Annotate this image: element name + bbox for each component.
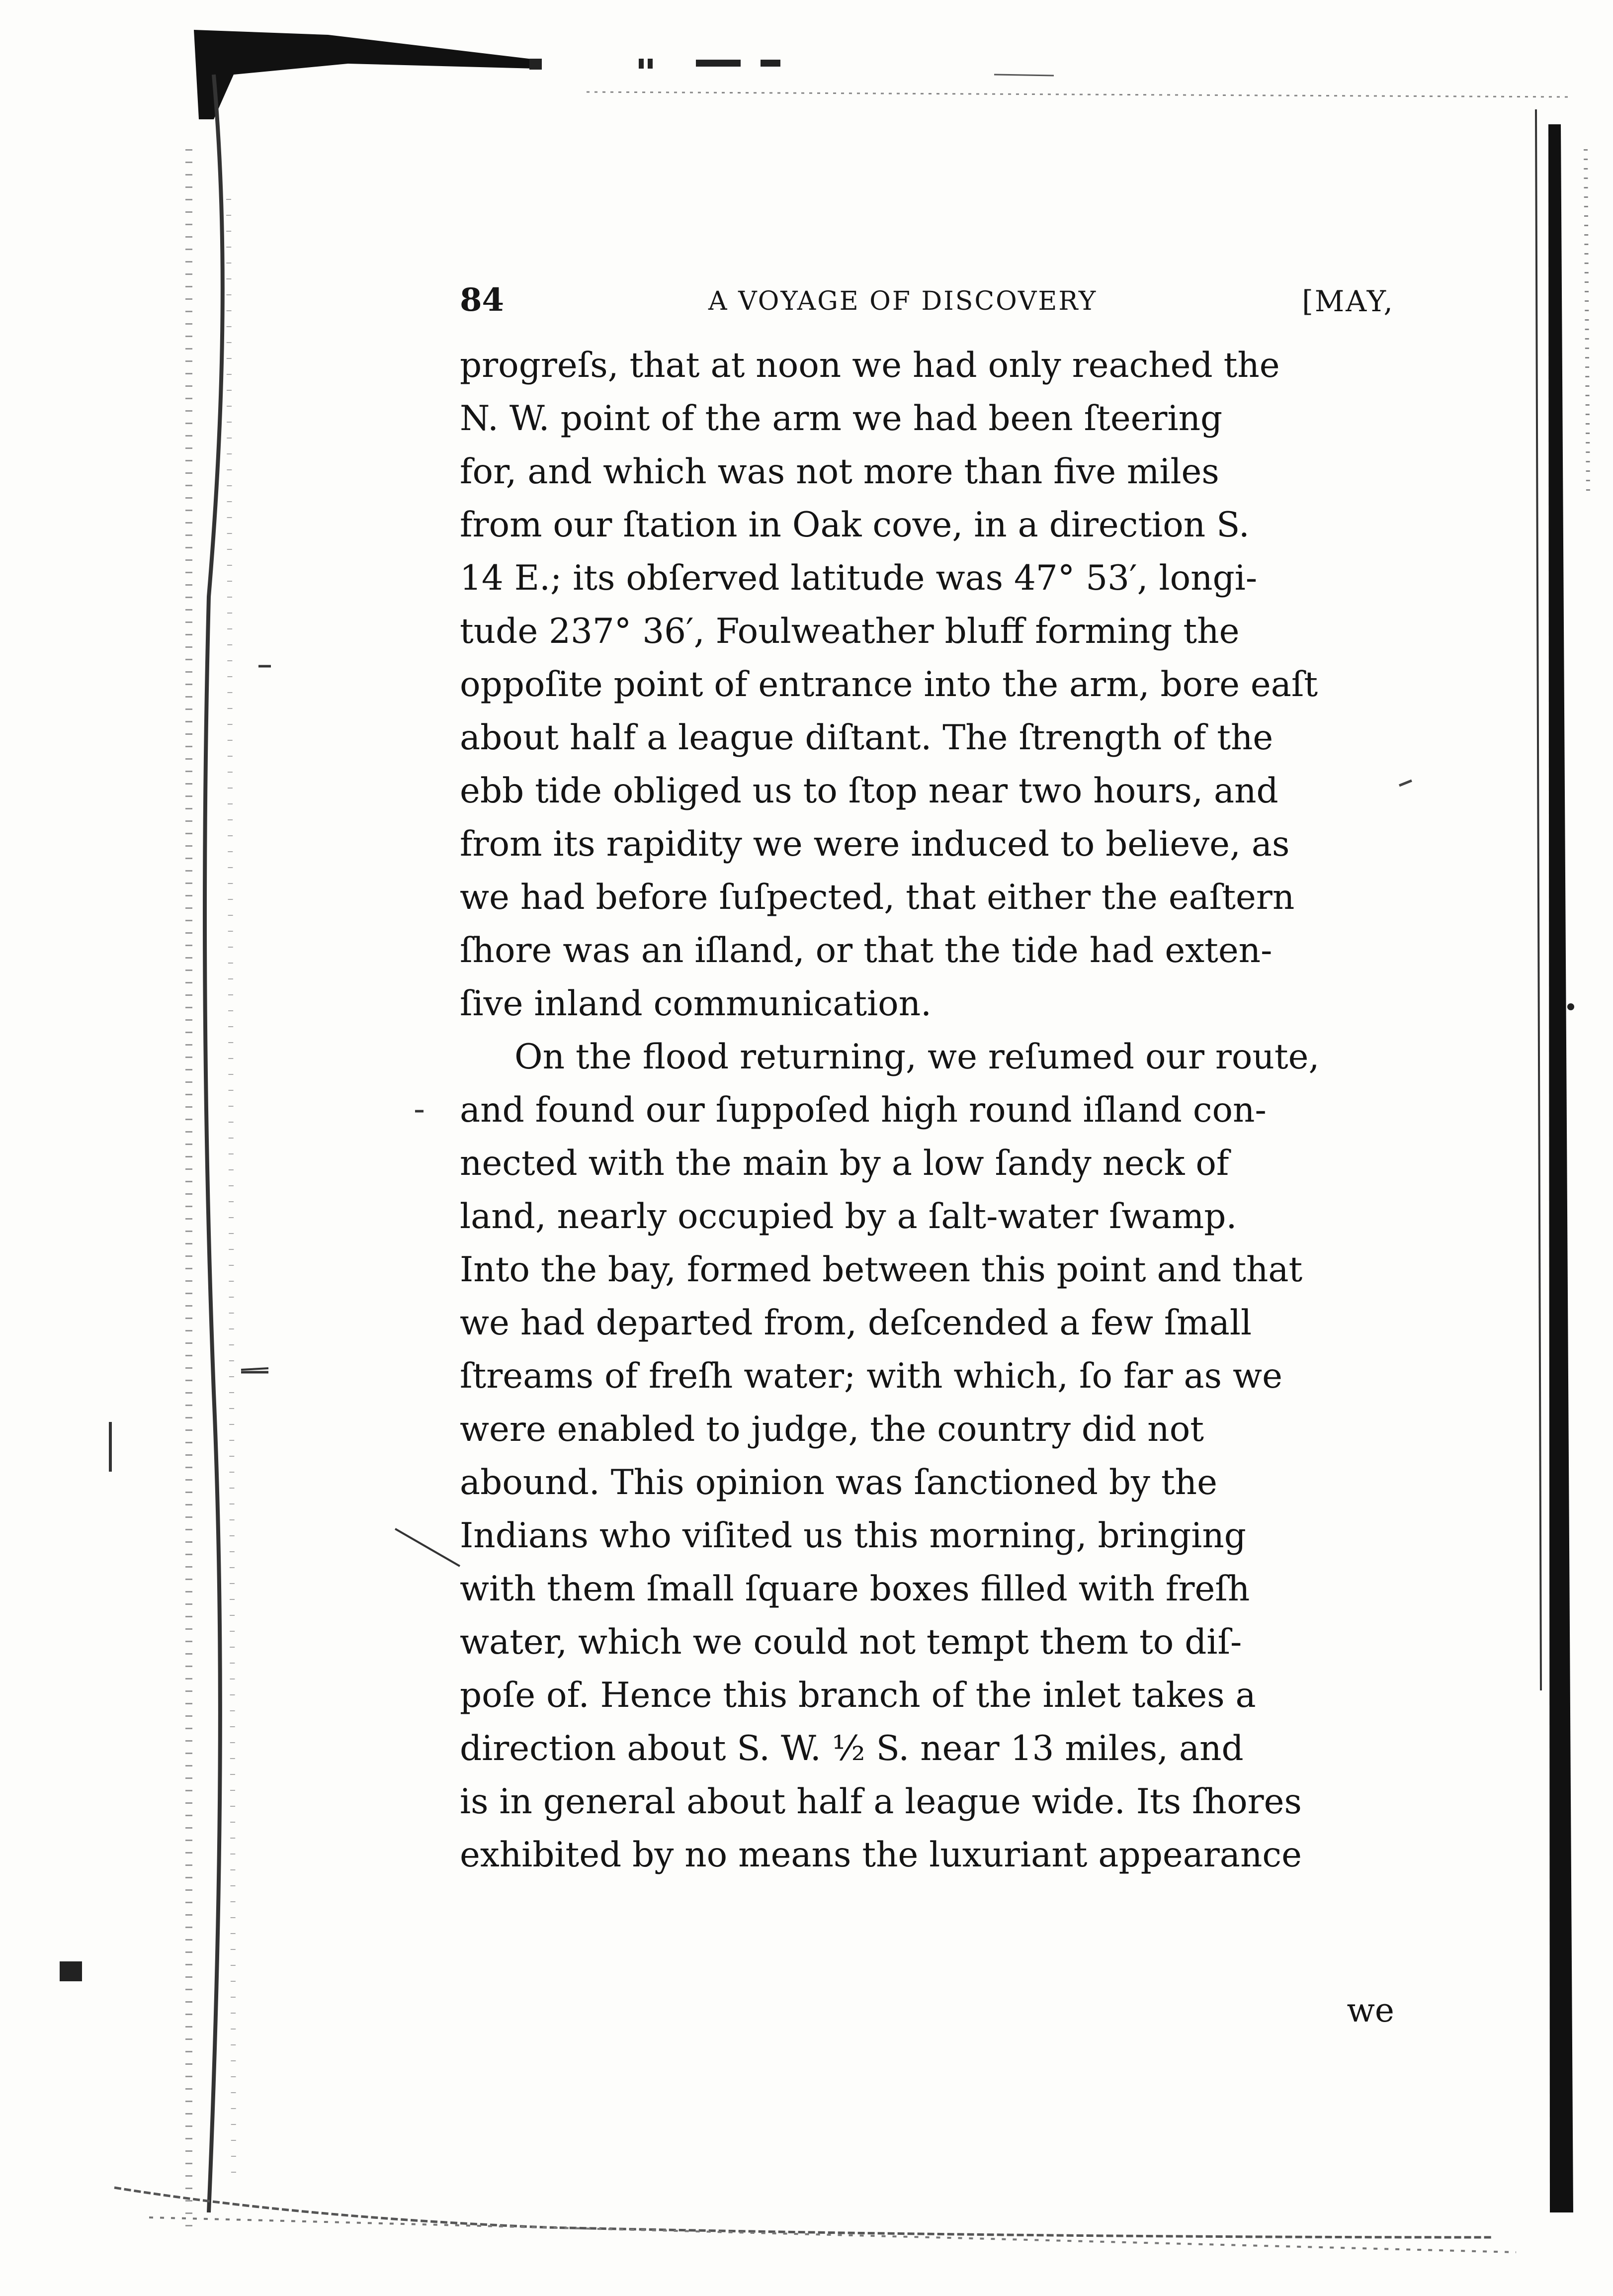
margin-mark-4	[241, 1368, 268, 1370]
top-binding-shadow	[194, 30, 537, 119]
text-line: were enabled to judge, the country did not	[460, 1410, 1204, 1449]
text-line: we had before ſuſpected, that either the eaſtern	[460, 878, 1295, 917]
text-line: Indians who viſited us this morning, bringing	[460, 1516, 1246, 1556]
text-line: ſtreams of freſh water; with which, ſo far as we	[460, 1356, 1282, 1396]
text-line: and found our ſuppoſed high round iſland con-	[460, 1090, 1267, 1130]
text-line: from our ſtation in Oak cove, in a direction S.	[460, 505, 1250, 545]
text-line: abound. This opinion was ſanctioned by the	[460, 1463, 1217, 1502]
bottom-binding-edge-2	[149, 2217, 1516, 2252]
text-line: about half a league diſtant. The ſtrength of the	[460, 718, 1273, 758]
top-edge-mark-5	[761, 60, 780, 67]
text-line: nected with the main by a low ſandy neck of	[460, 1144, 1229, 1183]
top-edge-mark-2	[639, 59, 644, 69]
margin-dot-1	[1567, 1003, 1574, 1010]
text-line: tude 237° 36′, Foulweather bluff forming the	[460, 612, 1240, 651]
left-binding-speckle-2	[229, 199, 234, 2188]
right-edge-strip	[1548, 124, 1573, 2212]
body-text	[460, 339, 1394, 1882]
running-date: [MAY,	[1302, 284, 1394, 318]
top-edge-mark-1	[529, 59, 542, 70]
text-line: N. W. point of the arm we had been ſteering	[460, 399, 1223, 439]
text-line: ebb tide obliged us to ſtop near two hours, and	[460, 771, 1278, 811]
catchword: we	[1347, 1991, 1394, 2030]
text-line: for, and which was not more than five miles	[460, 452, 1219, 492]
text-line: is in general about half a league wide. Its ſhores	[460, 1782, 1302, 1822]
running-title: A VOYAGE OF DISCOVERY	[708, 286, 1098, 316]
text-line: oppoſite point of entrance into the arm, bore eaſt	[460, 665, 1318, 705]
margin-mark-2	[395, 1529, 460, 1566]
text-line: progreſs, that at noon we had only reached the	[460, 346, 1280, 385]
right-edge-speckle	[1586, 149, 1588, 497]
bottom-binding-edge	[114, 2188, 1491, 2237]
text-line: land, nearly occupied by a ſalt-water ſwamp.	[460, 1197, 1237, 1236]
text-line: ſhore was an iſland, or that the tide had exten-	[460, 931, 1273, 971]
page-number: 84	[460, 281, 505, 319]
text-line: from its rapidity we were induced to believe, as	[460, 824, 1290, 864]
text-line: 14 E.; its obſerved latitude was 47° 53′, longi-	[460, 558, 1258, 598]
text-line: Into the bay, formed between this point and that	[460, 1250, 1303, 1290]
top-edge-mark-4	[696, 60, 741, 67]
text-line: ſive inland communication.	[460, 984, 932, 1024]
text-line: with them ſmall ſquare boxes filled with freſh	[460, 1569, 1250, 1609]
text-line: we had departed from, deſcended a few ſmall	[460, 1303, 1252, 1343]
top-right-tick	[994, 75, 1054, 76]
left-binding-edge	[205, 75, 223, 2212]
right-edge-thin	[1536, 109, 1541, 1690]
text-line: water, which we could not tempt them to diſ-	[460, 1622, 1242, 1662]
top-edge-line	[587, 92, 1571, 97]
text-line: exhibited by no means the luxuriant appearance	[460, 1835, 1302, 1875]
running-header	[460, 281, 1394, 326]
text-line: poſe of. Hence this branch of the inlet takes a	[460, 1676, 1256, 1715]
top-edge-mark-3	[648, 59, 653, 69]
text-line: direction about S. W. ½ S. near 13 miles, and	[460, 1729, 1244, 1768]
paragraph-start-line: On the flood returning, we reſumed our route,	[514, 1037, 1320, 1077]
margin-mark-1	[1399, 781, 1412, 786]
left-block-mark	[60, 1961, 82, 1981]
